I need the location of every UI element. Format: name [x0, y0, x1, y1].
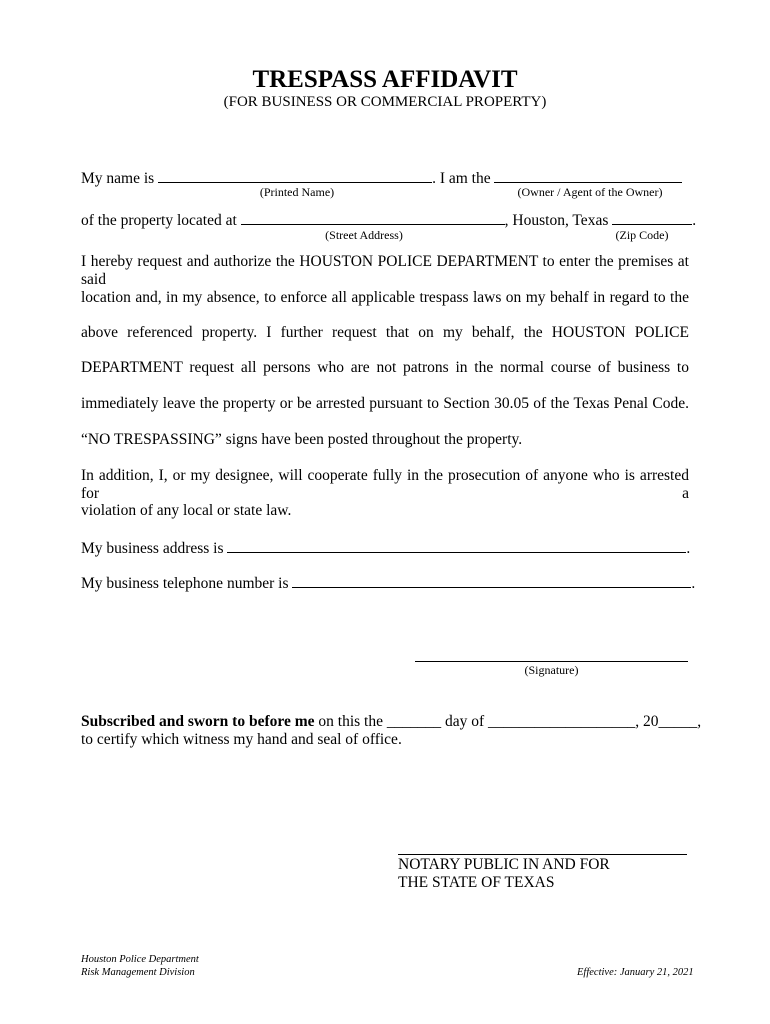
notary-line-1: NOTARY PUBLIC IN AND FOR [398, 856, 610, 873]
body-line: In addition, I, or my designee, will cooperate fully in the prosecution of anyone who is arrested for a [81, 467, 689, 502]
body-line: I hereby request and authorize the HOUSTON POLICE DEPARTMENT to enter the premises at said [81, 253, 689, 288]
sworn-year-field[interactable]: _____ [658, 713, 698, 730]
signature-caption: (Signature) [524, 663, 579, 677]
body-line: “NO TRESPASSING” signs have been posted throughout the property. [81, 431, 523, 448]
body-line: above referenced property. I further request that on my behalf, the HOUSTON POLICE [81, 324, 689, 341]
sworn-statement-line-2: to certify which witness my hand and seal of office. [81, 731, 402, 748]
property-prefix: of the property located at [81, 212, 237, 229]
property-period: . [692, 212, 697, 229]
printed-name-caption: (Printed Name) [259, 185, 335, 199]
footer-department: Houston Police Department [81, 954, 199, 965]
notary-signature-field[interactable] [398, 854, 687, 855]
role-prefix: . I am the [432, 170, 491, 187]
business-phone-field[interactable] [292, 573, 691, 588]
business-phone-period: . [691, 575, 696, 592]
sworn-text-1: on this the [314, 713, 387, 730]
zip-code-field[interactable] [612, 210, 692, 225]
sworn-day-field[interactable]: _______ [386, 713, 442, 730]
business-address-period: . [686, 540, 691, 557]
business-address-label: My business address is [81, 540, 224, 557]
business-address-line [81, 538, 690, 558]
body-line: location and, in my absence, to enforce all applicable trespass laws on my behalf in regard to the [81, 289, 689, 306]
document-subtitle: (FOR BUSINESS OR COMMERCIAL PROPERTY) [223, 94, 547, 110]
sworn-text-4: , [697, 713, 702, 730]
signature-field[interactable] [415, 661, 688, 662]
business-address-field[interactable] [227, 538, 686, 553]
zip-code-caption: (Zip Code) [615, 228, 669, 242]
street-address-caption: (Street Address) [325, 228, 403, 242]
street-address-field[interactable] [241, 210, 505, 225]
sworn-text-3: , 20 [635, 713, 659, 730]
footer-division: Risk Management Division [81, 967, 195, 978]
document-title: TRESPASS AFFIDAVIT [252, 66, 518, 93]
property-line [81, 210, 696, 230]
body-line: violation of any local or state law. [81, 502, 292, 519]
body-line: immediately leave the property or be arrested pursuant to Section 30.05 of the Texas Penal Code. [81, 395, 689, 412]
business-phone-line [81, 573, 695, 593]
business-phone-label: My business telephone number is [81, 575, 289, 592]
sworn-statement-line [81, 713, 701, 731]
owner-agent-field[interactable] [494, 168, 682, 183]
footer-effective-date: Effective: January 21, 2021 [577, 967, 694, 978]
notary-line-2: THE STATE OF TEXAS [398, 874, 555, 891]
sworn-text-2: day of [441, 713, 489, 730]
city-state-text: , Houston, Texas [504, 212, 609, 229]
owner-agent-caption: (Owner / Agent of the Owner) [517, 185, 663, 199]
name-prefix: My name is [81, 170, 155, 187]
body-line: DEPARTMENT request all persons who are not patrons in the normal course of business to [81, 359, 689, 376]
sworn-month-field[interactable]: ___________________ [488, 713, 636, 730]
sworn-bold-text: Subscribed and sworn to before me [81, 713, 315, 730]
printed-name-field[interactable] [158, 168, 432, 183]
